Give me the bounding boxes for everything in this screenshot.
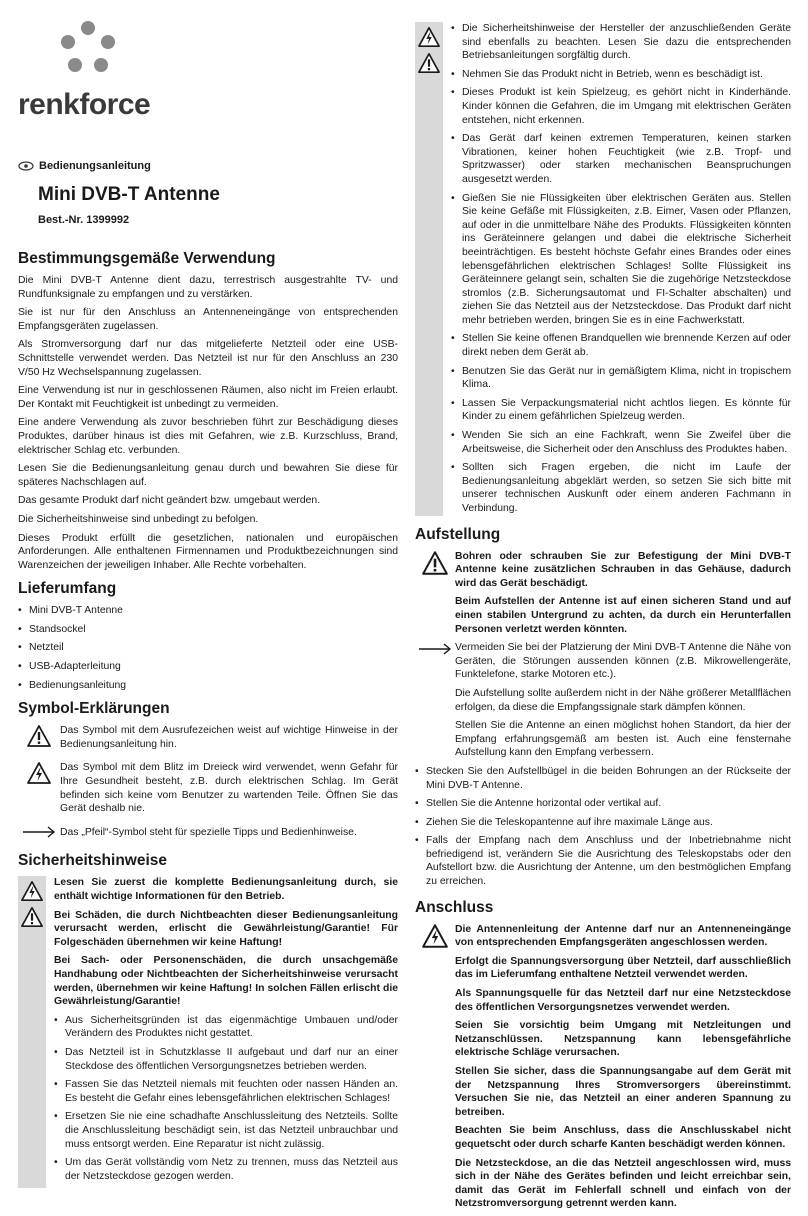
list-item: • Mini DVB-T Antenne: [18, 604, 398, 618]
lightning-warning-icon: [417, 26, 441, 48]
brand-name: renkforce: [18, 88, 151, 121]
list-item: • Sollten sich Fragen ergeben, die nicht im Laufe der Bedienungsanleitung abgeklärt werden, so setzen Sie sich bitte mit unserer technischen Auskunft oder einem anderen Fachmann in Verbindung.: [451, 461, 791, 515]
section-title-safety: Sicherheitshinweise: [18, 852, 168, 870]
lightning-warning-icon: [26, 761, 52, 785]
exclamation-warning-icon: [417, 52, 441, 74]
symbol-description: Das „Pfeil“-Symbol steht für spezielle Tipps und Bedienhinweise.: [60, 826, 357, 838]
setup-bold-paragraph: Bohren oder schrauben Sie zur Befestigung der Mini DVB-T Antenne keine zusätzlichen Schrauben in das Gehäuse, dadurch wird das Gerät beschädigt.: [455, 550, 791, 589]
usage-paragraph: Dieses Produkt erfüllt die gesetzlichen, nationalen und europäischen Anforderungen. Alle enthaltenen Firmennamen und Produktbezeichnungen sind Warenzeichen der jeweiligen Inhaber. Alle Rechte vorbehalten.: [18, 532, 398, 571]
list-item: • Ersetzen Sie nie eine schadhafte Anschlussleitung des Netzteils. Sollte die Anschlussleitung beschädigt sein, ist das Netzteil unbrauchbar und muss entsorgt werden. Eine Reparatur ist nicht zulässig.: [54, 1110, 398, 1151]
setup-tips: [415, 641, 791, 765]
warning-sidebar: [18, 876, 46, 1188]
list-item: • Aus Sicherheitsgründen ist das eigenmächtige Umbauen und/oder Verändern des Produktes nicht gestattet.: [54, 1014, 398, 1041]
safety-block-continued: [415, 22, 791, 516]
list-item: • Ziehen Sie die Teleskopantenne auf ihre maximale Länge aus.: [415, 816, 791, 830]
list-item: • Stellen Sie keine offenen Brandquellen wie brennende Kerzen auf oder direkt neben dem Gerät ab.: [451, 332, 791, 359]
symbol-row: [18, 826, 398, 845]
connection-warning: [415, 923, 791, 1216]
section-title-connection: Anschluss: [415, 898, 494, 916]
connection-bold-paragraph: Seien Sie vorsichtig beim Umgang mit Netzleitungen und Netzanschlüssen. Netzspannung kann lebensgefährliche elektrische Schläge verursachen.: [455, 1020, 791, 1059]
symbol-description: Das Symbol mit dem Blitz im Dreieck wird verwendet, wenn Gefahr für Ihre Gesundheit besteht, z.B. durch elektrischen Schlag. Im Gerät befinden sich keine vom Benutzer zu wartenden Teile. Öffnen Sie das Gerät deshalb nie.: [60, 762, 398, 815]
setup-tip: Vermeiden Sie bei der Platzierung der Mini DVB-T Antenne die Nähe von Geräten, die Störungen aussenden können (z.B. Mikrowellengeräte, Funktelefone, starke Motoren etc.).: [455, 642, 791, 681]
exclamation-warning-icon: [421, 550, 449, 576]
section-title-contents: Lieferumfang: [18, 580, 117, 598]
list-item: • Benutzen Sie das Gerät nur in gemäßigtem Klima, nicht in tropischem Klima.: [451, 365, 791, 392]
arrow-right-icon: [22, 826, 56, 838]
list-item: • Dieses Produkt ist kein Spielzeug, es gehört nicht in Kinderhände. Kinder können die Gefahren, die im Umgang mit elektrischen Geräten entstehen, nicht erkennen.: [451, 86, 791, 127]
doc-type: Bedienungsanleitung: [39, 160, 151, 172]
lightning-warning-icon: [421, 923, 449, 949]
list-item: • Die Sicherheitshinweise der Hersteller der anzuschließenden Geräte sind ebenfalls zu beachten. Lesen Sie dazu die entsprechenden Betriebsanleitungen sorgfältig durch.: [451, 22, 791, 63]
list-item: • Stellen Sie die Antenne horizontal oder vertikal auf.: [415, 797, 791, 811]
doc-type-row: [18, 160, 398, 172]
connection-bold-paragraph: Beachten Sie beim Anschluss, dass die Anschlusskabel nicht gequetscht oder durch scharfe Kanten beschädigt werden können.: [455, 1125, 791, 1150]
connection-bold-paragraph: Als Spannungsquelle für das Netzteil darf nur eine Netzsteckdose des öffentlichen Versorgungsnetzes verwendet werden.: [455, 988, 791, 1013]
list-item: • Gießen Sie nie Flüssigkeiten über elektrischen Geräten aus. Stellen Sie keine Gefäße mit Flüssigkeiten, z.B. Eimer, Vasen oder Pflanzen, auf oder in die unmittelbare Nähe des Produkts. Flüssigkeiten könnten ins Geräteinnere gelangen und dabei die elektrische Sicherheit beeinträchtigen. Es besteht höchste Gefahr eines Brandes oder eines lebensgefährlichen elektrischen Schlages! Sollte Flüssigkeit ins Geräteinnere gelangt sein, schalten Sie die zugehörige Netzsteckdose stromlos (z.B. Sicherungsautomat und FI-Schalter abschalten) und ziehen Sie das Netzteil aus der Netzsteckdose. Das Produkt darf nicht mehr betrieben werden, bringen Sie es in eine Fachwerkstatt.: [451, 192, 791, 328]
list-item: • Bedienungsanleitung: [18, 679, 398, 693]
connection-bold-paragraph: Die Netzsteckdose, an die das Netzteil angeschlossen wird, muss sich in der Nähe des Gerätes befinden und leicht erreichbar sein, damit das Gerät im Fehlerfall schnell und einfach von der Netzstromversorgung getrennt werden kann.: [455, 1157, 791, 1210]
connection-bold-paragraph: Stellen Sie sicher, dass die Spannungsangabe auf dem Gerät mit der Netzspannung Ihres Stromversorgers übereinstimmt. Versuchen Sie nie, das Netzteil an einer anderen Spannung zu betreiben.: [455, 1066, 791, 1118]
exclamation-warning-icon: [20, 906, 44, 928]
list-item: • Netzteil: [18, 641, 398, 655]
connection-bold-paragraph: Erfolgt die Spannungsversorgung über Netzteil, darf ausschließlich das im Lieferumfang enthaltene Netzteil verwendet werden.: [455, 955, 791, 981]
safety-bold-paragraph: Bei Schäden, die durch Nichtbeachten dieser Bedienungsanleitung verursacht werden, erlischt die Gewährleistung/Garantie! Für Folgeschäden übernehmen wir keine Haftung!: [54, 909, 398, 948]
usage-paragraph: Die Mini DVB-T Antenne dient dazu, terrestrisch ausgestrahlte TV- und Rundfunksignale zu empfangen und zu verstärken.: [18, 275, 398, 300]
arrow-right-icon: [418, 643, 452, 655]
renkforce-star-icon: [58, 18, 118, 78]
list-item: • Falls der Empfang nach dem Anschluss und der Inbetriebnahme nicht befriedigend ist, verändern Sie die Ausrichtung des Teleskopstabs oder den Aufstellort bzw. die Ausrichtung der Antenne, um den bestmöglichen Empfang zu erreichen.: [415, 834, 791, 888]
symbol-row: [18, 724, 398, 756]
setup-tip: Stellen Sie die Antenne an einen möglichst hohen Standort, da hier der Empfang erfahrungsgemäß am besten ist. Auch eine fensternahe Aufstellung kann den Empfang verbessern.: [455, 720, 791, 759]
safety-list: [451, 22, 791, 516]
list-item: • Fassen Sie das Netzteil niemals mit feuchten oder nassen Händen an. Es besteht die Gefahr eines lebensgefährlichen elektrischen Schlages!: [54, 1078, 398, 1105]
section-title-symbols: Symbol-Erklärungen: [18, 700, 170, 718]
setup-list: [415, 765, 791, 889]
list-item: • Wenden Sie sich an eine Fachkraft, wenn Sie Zweifel über die Arbeitsweise, die Sicherheit oder den Anschluss des Produktes haben.: [451, 429, 791, 456]
usage-paragraph: Das gesamte Produkt darf nicht geändert bzw. umgebaut werden.: [18, 495, 321, 507]
safety-list: [54, 1014, 398, 1184]
safety-bold-paragraph: Bei Sach- oder Personenschäden, die durch unsachgemäße Handhabung oder Nichtbeachten der Sicherheitshinweise verursacht werden, übernehmen wir keine Haftung! In solchen Fällen erlischt die Gewährleistung/Garantie!: [54, 955, 398, 1008]
section-title-usage: Bestimmungsgemäße Verwendung: [18, 250, 276, 267]
safety-block: [18, 876, 398, 1188]
setup-bold-paragraph: Beim Aufstellen der Antenne ist auf einen sicheren Stand und auf einen stabilen Untergrund zu achten, da durch ein Herunterfallen Personen verletzt werden könnten.: [455, 596, 791, 635]
warning-sidebar: [415, 22, 443, 516]
usage-paragraph: Sie ist nur für den Anschluss an Antenneneingänge von entsprechenden Empfangsgeräten zugelassen.: [18, 307, 398, 332]
lightning-warning-icon: [20, 880, 44, 902]
brand-logo: [18, 18, 178, 128]
symbol-description: Das Symbol mit dem Ausrufezeichen weist auf wichtige Hinweise in der Bedienungsanleitung hin.: [60, 725, 398, 750]
eye-icon: [18, 161, 34, 171]
contents-list: [18, 604, 398, 692]
order-number: Best.-Nr. 1399992: [38, 214, 130, 226]
list-item: • Standsockel: [18, 623, 398, 637]
list-item: • USB-Adapterleitung: [18, 660, 398, 674]
list-item: • Um das Gerät vollständig vom Netz zu trennen, muss das Netzteil aus der Netzsteckdose gezogen werden.: [54, 1156, 398, 1183]
list-item: • Nehmen Sie das Produkt nicht in Betrieb, wenn es beschädigt ist.: [451, 68, 791, 82]
section-title-setup: Aufstellung: [415, 525, 501, 543]
list-item: • Lassen Sie Verpackungsmaterial nicht achtlos liegen. Es könnte für Kinder zu einem gefährlichen Spielzeug werden.: [451, 397, 791, 424]
setup-warning: [415, 550, 791, 642]
page-title: Mini DVB-T Antenne: [38, 184, 220, 205]
list-item: • Das Netzteil ist in Schutzklasse II aufgebaut und darf nur an einer Steckdose des öffentlichen Versorgungsnetzes betrieben werden.: [54, 1046, 398, 1073]
usage-paragraph: Die Sicherheitshinweise sind unbedingt zu befolgen.: [18, 513, 259, 525]
list-item: • Das Gerät darf keinen extremen Temperaturen, keinen starken Vibrationen, keiner hohen Feuchtigkeit (wie z.B. Tropf- und Spritzwasser) oder starken mechanischen Beanspruchungen ausgesetzt werden.: [451, 132, 791, 186]
usage-paragraph: Eine andere Verwendung als zuvor beschrieben führt zur Beschädigung dieses Produktes, darüber hinaus ist dies mit Gefahren, wie z.B. Kurzschluss, Brand, elektrischer Schlag etc. verbunden.: [18, 417, 398, 456]
usage-paragraph: Als Stromversorgung darf nur das mitgelieferte Netzteil oder eine USB-Schnittstelle verwendet werden. Das Netzteil ist nur für den Anschluss an 230 V/50 Hz Wechselspannung zugelassen.: [18, 339, 398, 378]
usage-paragraph: Eine Verwendung ist nur in geschlossenen Räumen, also nicht im Freien erlaubt. Der Kontakt mit Feuchtigkeit ist unbedingt zu vermeiden.: [18, 385, 398, 410]
usage-paragraph: Lesen Sie die Bedienungsanleitung genau durch und bewahren Sie diese für späteres Nachschlagen auf.: [18, 463, 398, 488]
exclamation-warning-icon: [26, 724, 52, 748]
list-item: • Stecken Sie den Aufstellbügel in die beiden Bohrungen an der Rückseite der Mini DVB-T Antenne.: [415, 765, 791, 792]
symbol-row: [18, 761, 398, 820]
setup-tip: Die Aufstellung sollte außerdem nicht in der Nähe größerer Metallflächen erfolgen, da diese die Empfangssignale stark dämpfen können.: [455, 687, 791, 713]
connection-bold-paragraph: Die Antennenleitung der Antenne darf nur an Antenneneingänge von entsprechenden Empfangsgeräten angeschlossen werden.: [455, 923, 791, 949]
safety-bold-paragraph: Lesen Sie zuerst die komplette Bedienungsanleitung durch, sie enthält wichtige Informationen für den Betrieb.: [54, 877, 398, 902]
